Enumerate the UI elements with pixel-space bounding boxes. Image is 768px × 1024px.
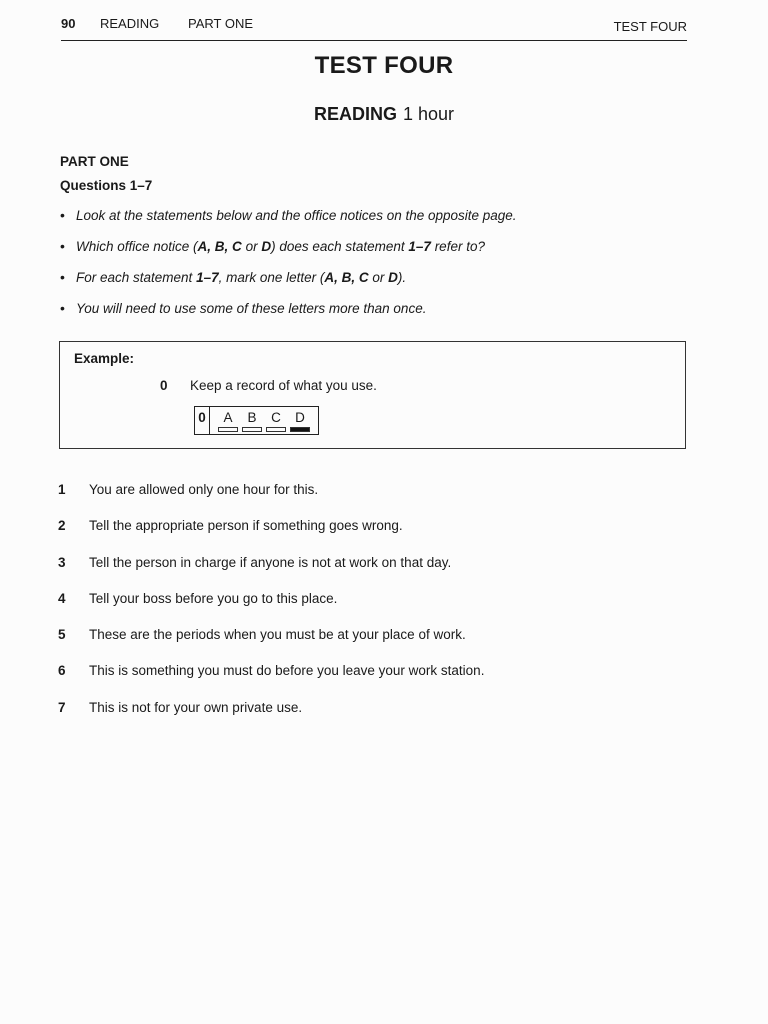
question-text: Tell your boss before you go to this place. [89,590,338,606]
question-number: 1 [58,482,66,497]
question-text: This is not for your own private use. [89,699,303,715]
answer-option-b[interactable] [240,410,264,434]
header-section: READING [100,16,160,31]
answer-box [242,427,262,432]
answer-option-c[interactable] [264,410,288,434]
question-text: Tell the appropriate person if something goes wrong. [89,518,403,534]
questions-heading: Questions 1–7 [60,178,153,193]
answer-grid [194,406,319,435]
page-subtitle [0,104,768,125]
part-heading: PART ONE [60,154,129,169]
option-letter: B [247,410,257,425]
instruction-item [60,301,517,332]
answer-option-a[interactable] [216,410,240,434]
question-number: 2 [58,518,66,534]
subtitle-section: READING [313,104,397,124]
answer-box-marked [290,427,310,432]
example-box [59,341,686,449]
answer-box [266,427,286,432]
question-number: 7 [58,699,66,715]
option-letter: C [271,410,281,425]
instruction-text: For each statement 1–7, mark one letter (A, B, C or D). [76,270,407,285]
question-text: Tell the person in charge if anyone is not at work on that day. [89,554,452,570]
question-number: 5 [58,627,66,643]
question-text: These are the periods when you must be at your place of work. [89,627,466,643]
example-label: Example: [74,351,135,366]
answer-option-d[interactable] [288,410,312,434]
option-letter: A [223,410,233,425]
header-part: PART ONE [188,16,254,31]
page-title: TEST FOUR [314,52,454,79]
instruction-text: Which office notice (A, B, C or D) does each statement 1–7 refer to? [76,239,485,254]
answer-grid-number: 0 [195,407,210,434]
instruction-item [60,208,517,239]
question-number: 6 [58,663,66,679]
instruction-list [60,208,517,332]
answer-box [218,427,238,432]
option-letter: D [295,410,305,425]
page-number: 90 [61,16,76,31]
header-test: TEST FOUR [613,19,687,34]
instruction-text: Look at the statements below and the office notices on the opposite page. [76,208,517,223]
example-statement: Keep a record of what you use. [190,378,377,393]
running-header [61,14,687,41]
question-text: You are allowed only one hour for this. [89,482,319,497]
question-number: 3 [58,554,66,570]
question-number: 4 [58,590,66,606]
instruction-item [60,239,517,270]
instruction-item [60,270,517,301]
instruction-text: You will need to use some of these letters more than once. [76,301,427,316]
subtitle-duration: 1 hour [402,104,455,124]
question-text: This is something you must do before you leave your work station. [89,663,485,679]
example-number: 0 [160,378,168,393]
